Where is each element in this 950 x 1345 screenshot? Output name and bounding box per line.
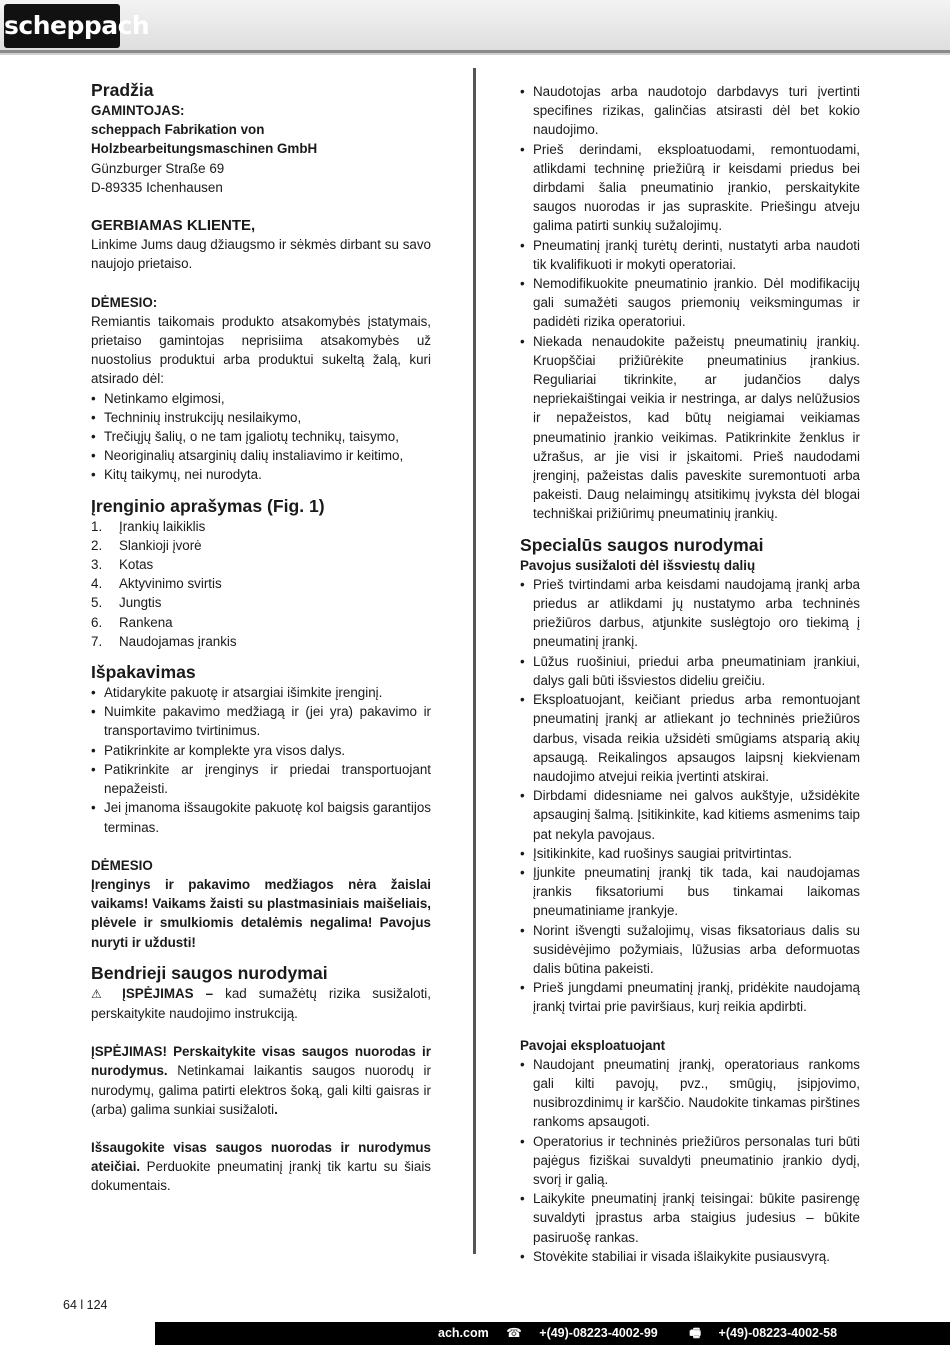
left-column xyxy=(91,79,431,1196)
child-safety-warning: Įrenginys ir pakavimo medžiagos nėra žaislai vaikams! Vaikams žaisti su plastmasiniais maišeliais, plėvele ir smulkiomis detalėmis negalima! Pavojus nuryti ir uždusti! xyxy=(91,876,431,950)
parts-list-item: 2. Slankioji įvorė xyxy=(91,537,202,553)
projectile-hazard-list xyxy=(520,575,860,1017)
list-item: • Nemodifikuokite pneumatinio įrankio. Dėl modifikacijų gali sumažėti saugos priemonių veiksmingumas ir padidėti rizika operatoriui. xyxy=(520,274,860,332)
list-item: • Naudotojas arba naudotojo darbdavys turi įvertinti specifines rizikas, galinčias atsirasti dėl bet kokio naudojimo. xyxy=(520,82,860,140)
list-item: • Operatorius ir techninės priežiūros personalas turi būti pajėgus fiziškai suvaldyti pneumatinio įrankio dydį, svorį ir galią. xyxy=(520,1132,860,1190)
general-safety-heading: Bendrieji saugos nurodymai xyxy=(91,962,328,983)
footer-contact xyxy=(438,1322,865,1345)
liability-list xyxy=(91,389,431,485)
list-item: • Eksploatuojant, keičiant priedus arba remontuojant pneumatinį įrankį ar atliekant jo techninės priežiūros darbus, visada reikia užsidėti smūgiams atsparią akių apsaugą. Reikalingos apsaugos laipsnį kiekvienam naudojimo atvejui reikia įvertinti atskirai. xyxy=(520,690,860,786)
description-heading: Įrenginio aprašymas (Fig. 1) xyxy=(91,495,325,516)
customer-text: Linkime Jums daug džiaugsmo ir sėkmės dirbant su savo naujojo prietaiso. xyxy=(91,237,431,272)
column-divider xyxy=(473,68,476,1254)
page-number: 64 l 124 xyxy=(63,1298,108,1312)
footer-phone: ☎ +(49)-08223-4002-99 xyxy=(506,1326,658,1340)
list-item: • Prieš jungdami pneumatinį įrankį, pridėkite naudojamą įrankį tvirtai prie paviršiaus, kurį reikia apdirbti. xyxy=(520,978,860,1016)
list-item: • Lūžus ruošiniui, priedui arba pneumatiniam įrankiui, dalys gali būti išsviestos dideliu greičiu. xyxy=(520,652,860,690)
warning-read-manual: ⚠ ĮSPĖJIMAS – kad sumažėtų rizika susižaloti, perskaitykite naudojimo instrukciją. xyxy=(91,985,431,1021)
brand-logo: scheppach xyxy=(4,4,120,48)
manufacturer-name-line2: Holzbearbeitungsmaschinen GmbH xyxy=(91,141,318,157)
fax-icon: 🖷 xyxy=(689,1326,702,1340)
list-item: • Techninių instrukcijų nesilaikymo, xyxy=(91,408,431,427)
list-item: • Įsitikinkite, kad ruošinys saugiai pritvirtintas. xyxy=(520,844,860,863)
header-bar xyxy=(0,0,950,50)
list-item: • Patikrinkite ar komplekte yra visos dalys. xyxy=(91,741,431,760)
list-item: • Dirbdami didesniame nei galvos aukštyje, užsidėkite apsauginį šalmą. Įsitikinkite, kad kitiems asmenims taip pat nekyla pavojaus. xyxy=(520,786,860,844)
list-item: • Prieš derindami, eksploatuodami, remontuodami, atlikdami techninę priežiūrą ir keisdami priedus bei dirbdami šalia pneumatinio įrankio, perskaitykite saugos nuorodas ir jas supraskite. Priešingu atveju galima patirti sunkių sužalojimų. xyxy=(520,140,860,236)
list-item: • Stovėkite stabiliai ir visada išlaikykite pusiausvyrą. xyxy=(520,1247,860,1266)
phone-icon: ☎ xyxy=(506,1326,522,1340)
parts-list-item: 4. Aktyvinimo svirtis xyxy=(91,576,222,592)
list-item: • Įjunkite pneumatinį įrankį tik tada, kai naudojamas įrankis fiksatoriumi bus tinkamai laikomas pneumatiniame įrankyje. xyxy=(520,863,860,921)
list-item: • Trečiųjų šalių, o ne tam įgaliotų technikų, taisymo, xyxy=(91,427,431,446)
projectile-hazard-heading: Pavojus susižaloti dėl išsviestų dalių xyxy=(520,557,756,573)
parts-list-item: 5. Jungtis xyxy=(91,595,162,611)
manufacturer-name-line1: scheppach Fabrikation von xyxy=(91,122,265,138)
list-item: • Laikykite pneumatinį įrankį teisingai: būkite pasirengę suvaldyti įprastus arba staigius judesius – būkite pasiruošę rankas. xyxy=(520,1189,860,1247)
parts-list-item: 3. Kotas xyxy=(91,557,154,573)
list-item: • Jei įmanoma išsaugokite pakuotę kol baigsis garantijos terminas. xyxy=(91,798,431,836)
operation-hazard-heading: Pavojai eksploatuojant xyxy=(520,1037,666,1053)
parts-list xyxy=(91,517,431,651)
unpacking-list xyxy=(91,683,431,837)
list-item: • Nuimkite pakavimo medžiagą ir (jei yra) pakavimo ir transportavimo tvirtinimus. xyxy=(91,702,431,740)
parts-list-item: 7. Naudojamas įrankis xyxy=(91,633,237,649)
header-divider-light xyxy=(0,53,950,55)
save-instructions: Išsaugokite visas saugos nuorodas ir nurodymus ateičiai. Perduokite pneumatinį įrankį tik kartu su šiais dokumentais. xyxy=(91,1139,431,1194)
list-item: • Kitų taikymų, nei nurodyta. xyxy=(91,465,431,484)
address-street: Günzburger Straße 69 xyxy=(91,160,225,176)
customer-heading: GERBIAMAS KLIENTE, xyxy=(91,217,256,235)
attention-text: Remiantis taikomais produkto atsakomybės įstatymais, prietaiso gamintojas neprisiima atsakomybės už nuostolius produktui arba produktui sukeltą žalą, kuri atsirado dėl: xyxy=(91,313,431,387)
list-item: • Pneumatinį įrankį turėtų derinti, nustatyti arba naudoti tik kvalifikuoti ir mokyti operatoriai. xyxy=(520,236,860,274)
footer-fax: 🖷 +(49)-08223-4002-58 xyxy=(689,1326,838,1340)
special-safety-heading: Specialūs saugos nurodymai xyxy=(520,534,764,555)
parts-list-item: 1. Įrankių laikiklis xyxy=(91,518,206,534)
list-item: • Netinkamo elgimosi, xyxy=(91,389,431,408)
right-column xyxy=(520,82,860,1266)
manufacturer-label: GAMINTOJAS: xyxy=(91,103,185,118)
unpacking-heading: Išpakavimas xyxy=(91,662,196,683)
list-item: • Patikrinkite ar įrenginys ir priedai transportuojant nepažeisti. xyxy=(91,760,431,798)
list-item: • Niekada nenaudokite pažeistų pneumatinių įrankių. Kruopščiai prižiūrėkite pneumatinius įrankius. Reguliariai tikrinkite, ar judančios dalys nepriekaištingai veikia ir nestringa, ar dalys nelūžusios ir nepažeistos, kad būtų neigiamai veikiamas pneumatinio įrankio veikimas. Patikrinkite ženklus ir užrašus, ar jie visi ir įskaitomi. Prieš naudodami įrenginį, pažeistas dalis paveskite suremontuoti arba pakeisti. Daug nelaimingų atsitikimų įvyksta dėl blogai techniškai prižiūrimų pneumatinių įrankių. xyxy=(520,332,860,524)
attention-heading-2: DĖMESIO xyxy=(91,857,153,873)
warning-triangle-icon: ⚠ xyxy=(91,986,111,1001)
list-item: • Prieš tvirtindami arba keisdami naudojamą įrankį arba priedus ar atlikdami jų nustatymo arba techninės priežiūros darbus, atjunkite suslėgtojo oro tiekimą į pneumatinį įrankį. xyxy=(520,575,860,652)
list-item: • Neoriginalių atsarginių dalių instaliavimo ir keitimo, xyxy=(91,446,431,465)
list-item: • Naudojant pneumatinį įrankį, operatoriaus rankoms gali kilti pavojų, pvz., smūgių, įsipjovimo, nusibrozdinimų ir karščio. Naudokite tinkamas pirštines rankoms apsaugoti. xyxy=(520,1055,860,1132)
general-safety-list xyxy=(520,82,860,524)
list-item: • Atidarykite pakuotę ir atsargiai išimkite įrenginį. xyxy=(91,683,431,702)
footer-white-block xyxy=(0,1322,155,1345)
address-city: D-89335 Ichenhausen xyxy=(91,179,223,195)
list-item: • Norint išvengti sužalojimų, visas fiksatoriaus dalis su susidėvėjimo požymiais, lūžusias arba deformuotas dalis būtina pakeisti. xyxy=(520,921,860,979)
parts-list-item: 6. Rankena xyxy=(91,614,173,630)
section-title-start: Pradžia xyxy=(91,80,154,100)
operation-hazard-list xyxy=(520,1055,860,1266)
footer-website: ach.com xyxy=(438,1326,489,1340)
attention-heading: DĖMESIO: xyxy=(91,294,158,310)
warning-read-all: ĮSPĖJIMAS! Perskaitykite visas saugos nuorodas ir nurodymus. Netinkamai laikantis saugos nuorodų ir nurodymų, galima patirti elektros šoką, gali kilti gaisras ir (arba) galima sunkiai susižaloti. xyxy=(91,1044,431,1117)
